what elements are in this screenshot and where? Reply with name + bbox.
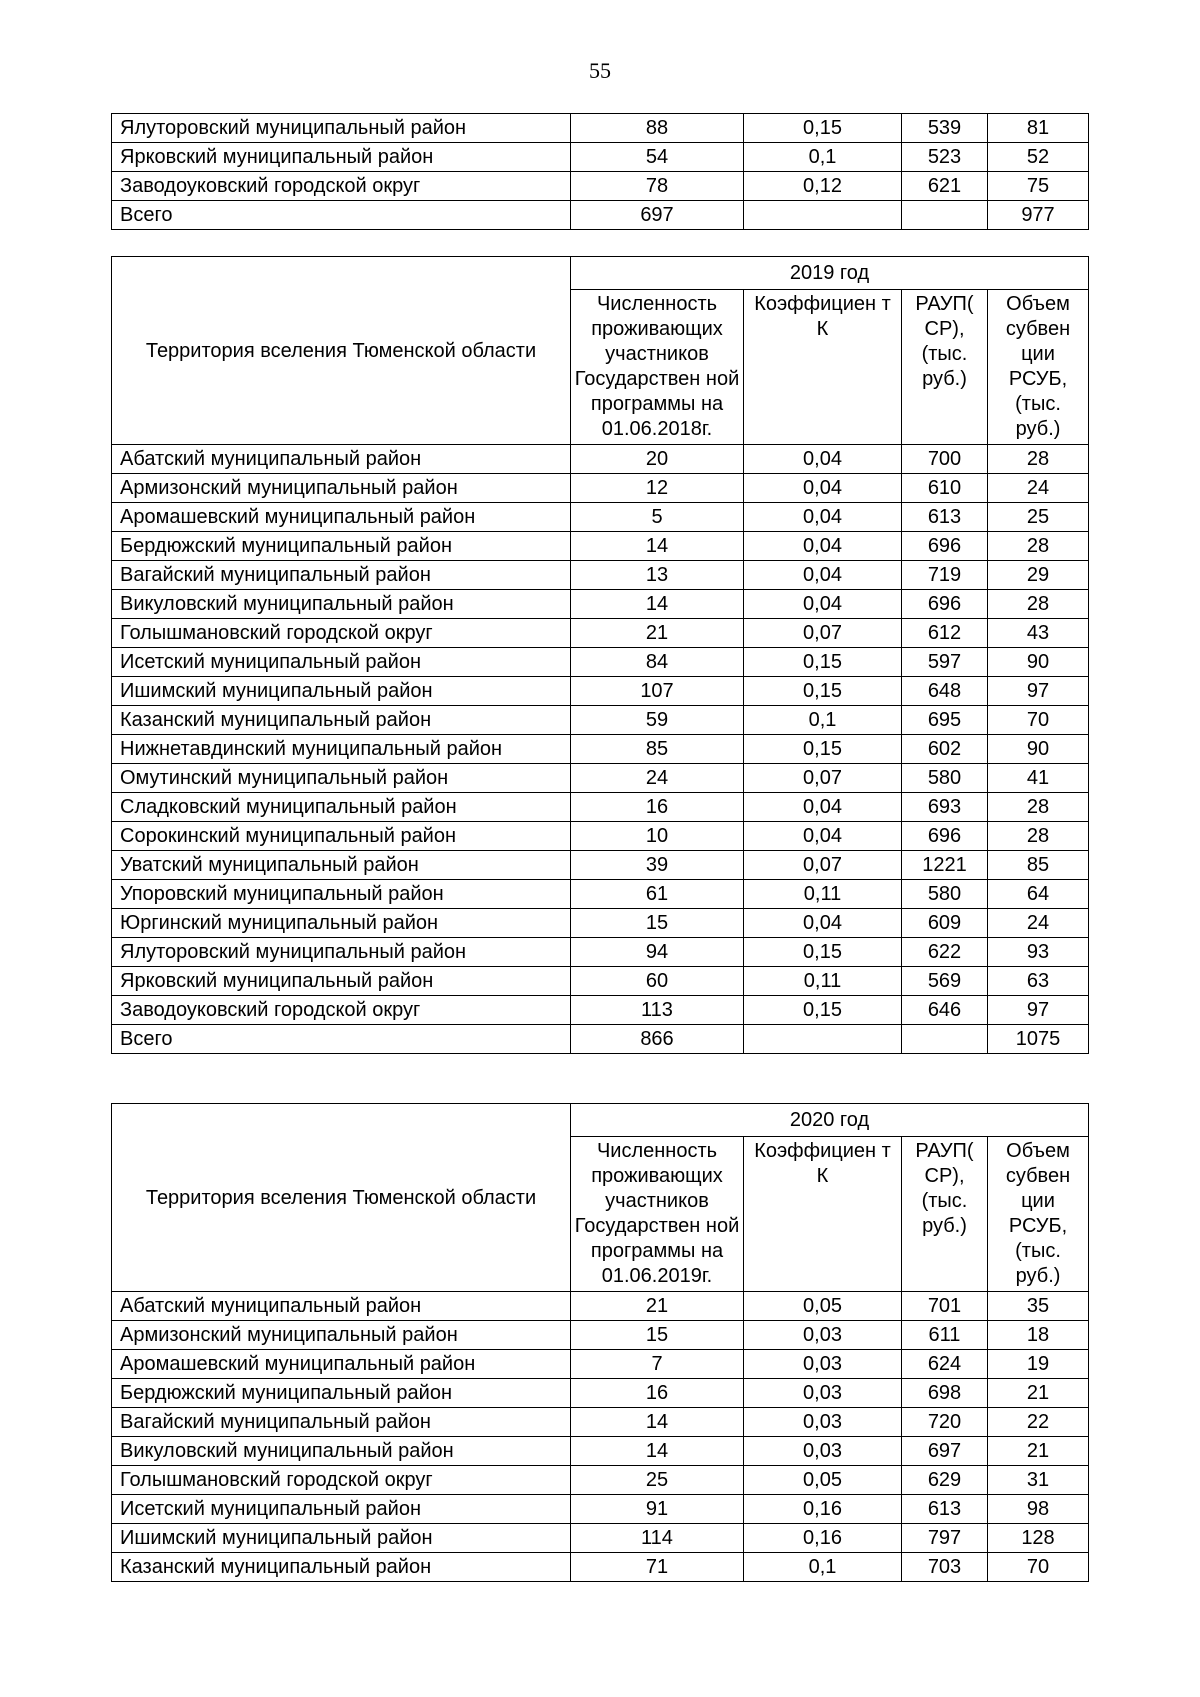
coefficient-cell: 0,04: [744, 590, 902, 619]
page-number: 55: [589, 58, 611, 83]
column-header-subvention: Объем субвен ции РСУБ, (тыс. руб.): [988, 290, 1089, 445]
coefficient-cell: 0,07: [744, 851, 902, 880]
population-cell: 113: [571, 996, 744, 1025]
raup-cell: 622: [902, 938, 988, 967]
coefficient-cell: 0,03: [744, 1321, 902, 1350]
raup-cell: 569: [902, 967, 988, 996]
raup-cell: 621: [902, 172, 988, 201]
territory-cell: Упоровский муниципальный район: [112, 880, 571, 909]
coefficient-cell: 0,1: [744, 1553, 902, 1582]
coefficient-cell: 0,04: [744, 561, 902, 590]
raup-cell: 696: [902, 532, 988, 561]
territory-cell: Ялуторовский муниципальный район: [112, 938, 571, 967]
coefficient-cell: 0,15: [744, 938, 902, 967]
territory-cell: Ишимский муниципальный район: [112, 677, 571, 706]
subvention-cell: 98: [988, 1495, 1089, 1524]
subvention-cell: 28: [988, 793, 1089, 822]
coefficient-cell: 0,16: [744, 1524, 902, 1553]
population-cell: 14: [571, 590, 744, 619]
raup-cell: 539: [902, 114, 988, 143]
table-row: [112, 938, 1089, 967]
table-row: [112, 590, 1089, 619]
column-header-coefficient: Коэффициен т К: [744, 1137, 902, 1292]
population-cell: 5: [571, 503, 744, 532]
table-row: [112, 706, 1089, 735]
territory-cell: Всего: [112, 201, 571, 230]
subvention-cell: 93: [988, 938, 1089, 967]
coefficient-cell: 0,15: [744, 677, 902, 706]
table-row: [112, 851, 1089, 880]
column-header-subvention: Объем субвен ции РСУБ, (тыс. руб.): [988, 1137, 1089, 1292]
table-row: [112, 822, 1089, 851]
subvention-cell: 90: [988, 735, 1089, 764]
territory-cell: Сорокинский муниципальный район: [112, 822, 571, 851]
subvention-cell: 28: [988, 822, 1089, 851]
territory-cell: Бердюжский муниципальный район: [112, 532, 571, 561]
column-header-population: Численность проживающих участников Государствен ной программы на 01.06.2019г.: [571, 1137, 744, 1292]
population-cell: 85: [571, 735, 744, 764]
territory-cell: Исетский муниципальный район: [112, 648, 571, 677]
table-row: [112, 909, 1089, 938]
raup-cell: 646: [902, 996, 988, 1025]
territory-cell: Викуловский муниципальный район: [112, 590, 571, 619]
coefficient-cell: 0,11: [744, 880, 902, 909]
table-row: [112, 996, 1089, 1025]
territory-cell: Ярковский муниципальный район: [112, 143, 571, 172]
table-row: [112, 1466, 1089, 1495]
raup-cell: 700: [902, 445, 988, 474]
subvention-cell: 81: [988, 114, 1089, 143]
column-header-raup: РАУП( СР), (тыс. руб.): [902, 1137, 988, 1292]
raup-cell: 610: [902, 474, 988, 503]
raup-cell: 695: [902, 706, 988, 735]
subvention-cell: 22: [988, 1408, 1089, 1437]
subvention-cell: 70: [988, 1553, 1089, 1582]
table-2018-continuation: [111, 113, 1089, 230]
coefficient-cell: 0,07: [744, 764, 902, 793]
raup-cell: 629: [902, 1466, 988, 1495]
coefficient-cell: 0,16: [744, 1495, 902, 1524]
coefficient-cell: 0,07: [744, 619, 902, 648]
table-row: [112, 143, 1089, 172]
coefficient-cell: 0,03: [744, 1379, 902, 1408]
territory-cell: Армизонский муниципальный район: [112, 1321, 571, 1350]
table-row: [112, 561, 1089, 590]
table-row: [112, 1350, 1089, 1379]
subvention-cell: 1075: [988, 1025, 1089, 1054]
population-cell: 61: [571, 880, 744, 909]
population-cell: 84: [571, 648, 744, 677]
territory-cell: Абатский муниципальный район: [112, 1292, 571, 1321]
population-cell: 16: [571, 793, 744, 822]
territory-header: Территория вселения Тюменской области: [112, 257, 571, 445]
population-cell: 24: [571, 764, 744, 793]
raup-cell: 523: [902, 143, 988, 172]
table-row: [112, 1524, 1089, 1553]
subvention-cell: 28: [988, 590, 1089, 619]
subvention-cell: 25: [988, 503, 1089, 532]
raup-cell: 1221: [902, 851, 988, 880]
raup-cell: 719: [902, 561, 988, 590]
raup-cell: 612: [902, 619, 988, 648]
raup-cell: 611: [902, 1321, 988, 1350]
subvention-cell: 63: [988, 967, 1089, 996]
coefficient-cell: 0,05: [744, 1292, 902, 1321]
table-row: [112, 1321, 1089, 1350]
subvention-cell: 90: [988, 648, 1089, 677]
coefficient-cell: 0,15: [744, 996, 902, 1025]
territory-cell: Казанский муниципальный район: [112, 706, 571, 735]
population-cell: 114: [571, 1524, 744, 1553]
territory-cell: Ярковский муниципальный район: [112, 967, 571, 996]
territory-cell: Омутинский муниципальный район: [112, 764, 571, 793]
table-row: [112, 1495, 1089, 1524]
coefficient-cell: 0,04: [744, 532, 902, 561]
table-row: [112, 648, 1089, 677]
table-2019: [111, 256, 1089, 1054]
subvention-cell: 977: [988, 201, 1089, 230]
population-cell: 21: [571, 619, 744, 648]
raup-cell: 696: [902, 822, 988, 851]
population-cell: 12: [571, 474, 744, 503]
raup-cell: 602: [902, 735, 988, 764]
raup-cell: 703: [902, 1553, 988, 1582]
territory-cell: Аромашевский муниципальный район: [112, 1350, 571, 1379]
raup-cell: 609: [902, 909, 988, 938]
subvention-cell: 35: [988, 1292, 1089, 1321]
table-row: [112, 1379, 1089, 1408]
subvention-cell: 85: [988, 851, 1089, 880]
raup-cell: 624: [902, 1350, 988, 1379]
raup-cell: 613: [902, 1495, 988, 1524]
table-row: [112, 474, 1089, 503]
population-cell: 10: [571, 822, 744, 851]
coefficient-cell: 0,04: [744, 822, 902, 851]
raup-cell: 701: [902, 1292, 988, 1321]
coefficient-cell: 0,04: [744, 909, 902, 938]
population-cell: 59: [571, 706, 744, 735]
territory-cell: Ишимский муниципальный район: [112, 1524, 571, 1553]
raup-cell: 797: [902, 1524, 988, 1553]
raup-cell: [902, 201, 988, 230]
table-2020: [111, 1103, 1089, 1582]
population-cell: 15: [571, 909, 744, 938]
coefficient-cell: 0,03: [744, 1408, 902, 1437]
population-cell: 60: [571, 967, 744, 996]
coefficient-cell: 0,05: [744, 1466, 902, 1495]
population-cell: 25: [571, 1466, 744, 1495]
table-row: [112, 764, 1089, 793]
coefficient-cell: 0,04: [744, 474, 902, 503]
raup-cell: 597: [902, 648, 988, 677]
subvention-cell: 41: [988, 764, 1089, 793]
subvention-cell: 21: [988, 1379, 1089, 1408]
table-row: [112, 532, 1089, 561]
territory-cell: Вагайский муниципальный район: [112, 1408, 571, 1437]
coefficient-cell: 0,03: [744, 1437, 902, 1466]
raup-cell: 580: [902, 764, 988, 793]
table-row: [112, 677, 1089, 706]
raup-cell: 613: [902, 503, 988, 532]
population-cell: 20: [571, 445, 744, 474]
territory-cell: Бердюжский муниципальный район: [112, 1379, 571, 1408]
subvention-cell: 70: [988, 706, 1089, 735]
population-cell: 16: [571, 1379, 744, 1408]
population-cell: 39: [571, 851, 744, 880]
subvention-cell: 28: [988, 445, 1089, 474]
coefficient-cell: 0,1: [744, 706, 902, 735]
raup-cell: 580: [902, 880, 988, 909]
raup-cell: 697: [902, 1437, 988, 1466]
coefficient-cell: 0,15: [744, 114, 902, 143]
subvention-cell: 24: [988, 474, 1089, 503]
coefficient-cell: 0,1: [744, 143, 902, 172]
territory-cell: Абатский муниципальный район: [112, 445, 571, 474]
table-row: [112, 1553, 1089, 1582]
table-row: [112, 1408, 1089, 1437]
population-cell: 697: [571, 201, 744, 230]
population-cell: 21: [571, 1292, 744, 1321]
raup-cell: 698: [902, 1379, 988, 1408]
table-row: [112, 793, 1089, 822]
territory-cell: Викуловский муниципальный район: [112, 1437, 571, 1466]
territory-cell: Всего: [112, 1025, 571, 1054]
subvention-cell: 21: [988, 1437, 1089, 1466]
coefficient-cell: [744, 201, 902, 230]
subvention-cell: 31: [988, 1466, 1089, 1495]
raup-cell: 696: [902, 590, 988, 619]
territory-header: Территория вселения Тюменской области: [112, 1104, 571, 1292]
population-cell: 15: [571, 1321, 744, 1350]
population-cell: 14: [571, 1408, 744, 1437]
population-cell: 88: [571, 114, 744, 143]
coefficient-cell: 0,11: [744, 967, 902, 996]
table-row: [112, 1025, 1089, 1054]
territory-cell: Казанский муниципальный район: [112, 1553, 571, 1582]
year-header: 2019 год: [571, 257, 1089, 290]
territory-cell: Ялуторовский муниципальный район: [112, 114, 571, 143]
population-cell: 91: [571, 1495, 744, 1524]
table-row: [112, 967, 1089, 996]
coefficient-cell: 0,15: [744, 648, 902, 677]
territory-cell: Нижнетавдинский муниципальный район: [112, 735, 571, 764]
table-row: [112, 445, 1089, 474]
population-cell: 866: [571, 1025, 744, 1054]
territory-cell: Исетский муниципальный район: [112, 1495, 571, 1524]
raup-cell: 693: [902, 793, 988, 822]
territory-cell: Голышмановский городской округ: [112, 1466, 571, 1495]
column-header-raup: РАУП( СР), (тыс. руб.): [902, 290, 988, 445]
coefficient-cell: 0,04: [744, 445, 902, 474]
table-row: [112, 1292, 1089, 1321]
table-row: [112, 201, 1089, 230]
population-cell: 54: [571, 143, 744, 172]
raup-cell: 648: [902, 677, 988, 706]
population-cell: 94: [571, 938, 744, 967]
year-header: 2020 год: [571, 1104, 1089, 1137]
population-cell: 13: [571, 561, 744, 590]
population-cell: 71: [571, 1553, 744, 1582]
population-cell: 14: [571, 532, 744, 561]
territory-cell: Вагайский муниципальный район: [112, 561, 571, 590]
raup-cell: [902, 1025, 988, 1054]
subvention-cell: 97: [988, 677, 1089, 706]
subvention-cell: 43: [988, 619, 1089, 648]
table-row: [112, 1437, 1089, 1466]
population-cell: 14: [571, 1437, 744, 1466]
territory-cell: Голышмановский городской округ: [112, 619, 571, 648]
table-row: [112, 114, 1089, 143]
coefficient-cell: 0,15: [744, 735, 902, 764]
coefficient-cell: [744, 1025, 902, 1054]
subvention-cell: 75: [988, 172, 1089, 201]
raup-cell: 720: [902, 1408, 988, 1437]
subvention-cell: 52: [988, 143, 1089, 172]
territory-cell: Юргинский муниципальный район: [112, 909, 571, 938]
table-row: [112, 735, 1089, 764]
subvention-cell: 128: [988, 1524, 1089, 1553]
territory-cell: Аромашевский муниципальный район: [112, 503, 571, 532]
coefficient-cell: 0,03: [744, 1350, 902, 1379]
column-header-population: Численность проживающих участников Государствен ной программы на 01.06.2018г.: [571, 290, 744, 445]
coefficient-cell: 0,04: [744, 503, 902, 532]
subvention-cell: 64: [988, 880, 1089, 909]
subvention-cell: 28: [988, 532, 1089, 561]
subvention-cell: 24: [988, 909, 1089, 938]
table-row: [112, 619, 1089, 648]
table-row: [112, 880, 1089, 909]
territory-cell: Сладковский муниципальный район: [112, 793, 571, 822]
territory-cell: Заводоуковский городской округ: [112, 172, 571, 201]
territory-cell: Заводоуковский городской округ: [112, 996, 571, 1025]
column-header-coefficient: Коэффициен т К: [744, 290, 902, 445]
population-cell: 7: [571, 1350, 744, 1379]
table-row: [112, 503, 1089, 532]
table-row: [112, 172, 1089, 201]
subvention-cell: 19: [988, 1350, 1089, 1379]
subvention-cell: 18: [988, 1321, 1089, 1350]
coefficient-cell: 0,04: [744, 793, 902, 822]
coefficient-cell: 0,12: [744, 172, 902, 201]
territory-cell: Уватский муниципальный район: [112, 851, 571, 880]
subvention-cell: 97: [988, 996, 1089, 1025]
population-cell: 78: [571, 172, 744, 201]
subvention-cell: 29: [988, 561, 1089, 590]
territory-cell: Армизонский муниципальный район: [112, 474, 571, 503]
population-cell: 107: [571, 677, 744, 706]
